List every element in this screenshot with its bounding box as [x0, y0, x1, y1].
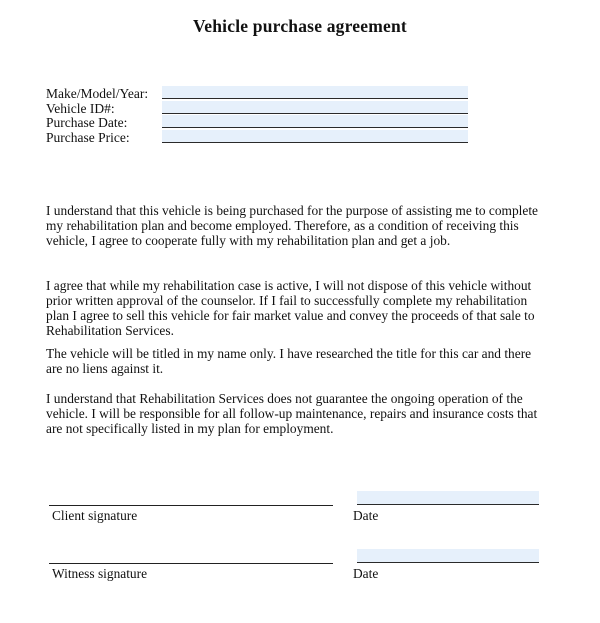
purchase-price-input[interactable]	[162, 130, 468, 143]
paragraph-text: The vehicle will be titled in my name only. I have researched the title for this car and there are no liens against it.	[46, 346, 532, 377]
paragraph-text: I understand that this vehicle is being purchased for the purpose of assisting me to complete my rehabilitation plan and become employed. Therefore, as a condition of receiving this vehicle, I agree to cooperate fully with my rehabilitation plan and get a job.	[46, 203, 538, 249]
client-date-label: Date	[353, 508, 379, 523]
paragraph-text: I agree that while my rehabilitation case is active, I will not dispose of this vehicle without prior written approval of the counselor. If I fail to successfully complete my rehabilitation plan I agree to sell this vehicle for fair market value and convey the proceeds of that sale to Rehabilitation Services.	[46, 278, 535, 339]
client-signature-line[interactable]	[49, 505, 333, 506]
make-model-year-label: Make/Model/Year:	[46, 86, 149, 101]
witness-date-label: Date	[353, 566, 379, 581]
agreement-paragraph-4	[46, 391, 546, 436]
vehicle-id-input[interactable]	[162, 101, 468, 114]
paragraph-text: I understand that Rehabilitation Services does not guarantee the ongoing operation of the vehicle. I will be responsible for all follow-up maintenance, repairs and insurance costs that are not specifically listed in my plan for employment.	[46, 391, 538, 437]
agreement-paragraph-2	[46, 278, 546, 338]
client-signature-label: Client signature	[52, 508, 138, 523]
document-title: Vehicle purchase agreement	[193, 16, 407, 36]
purchase-date-input[interactable]	[162, 115, 468, 128]
agreement-paragraph-1	[46, 203, 546, 248]
vehicle-id-label: Vehicle ID#:	[46, 101, 115, 116]
witness-signature-label: Witness signature	[52, 566, 148, 581]
witness-date-input[interactable]	[357, 549, 539, 563]
purchase-price-label: Purchase Price:	[46, 130, 130, 145]
agreement-paragraph-3	[46, 346, 546, 376]
purchase-date-label: Purchase Date:	[46, 115, 128, 130]
client-date-input[interactable]	[357, 491, 539, 505]
witness-signature-line[interactable]	[49, 563, 333, 564]
make-model-year-input[interactable]	[162, 86, 468, 99]
